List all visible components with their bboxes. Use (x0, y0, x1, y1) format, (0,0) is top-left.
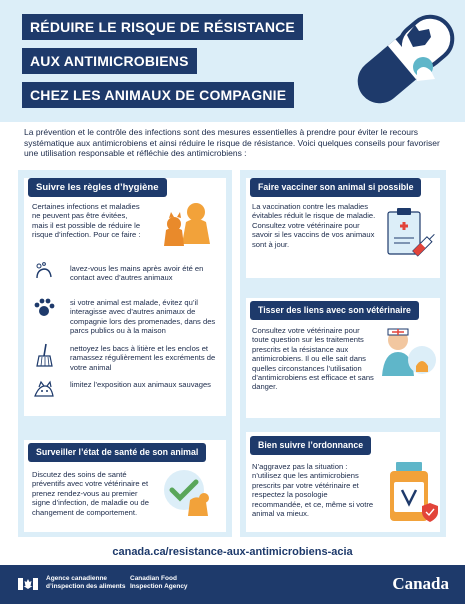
prescription-title: Bien suivre l’ordonnance (250, 436, 371, 455)
checkmark-dog-icon (160, 468, 214, 518)
prescription-text: N’aggravez pas la situation : n’utilisez que les antimicrobiens prescrits par votre vétérinaire et respectez la posologie recommandée, et ce, même si votre animal va mieux. (252, 462, 374, 519)
capsule-illustration-icon (345, 5, 465, 115)
hygiene-item-3: nettoyez les bacs à litière et les enclos et ramassez régulièrement les excréments de votre animal (70, 344, 216, 372)
cat-and-dog-icon (156, 200, 216, 254)
agency-name-fr: Agence canadienne d’inspection des aliments (46, 575, 126, 590)
paw-dog-icon (33, 298, 55, 318)
header-banner (0, 0, 465, 122)
clipboard-syringe-icon (384, 206, 436, 262)
intro-paragraph: La prévention et le contrôle des infections sont des mesures essentielles à prendre pour éviter le recours systématique aux antimicrobiens et ainsi réduire le risque de résistance. Voici quelques conseils pour favoriser une utilisation responsable et réfléchie des antimicrobiens : (24, 127, 440, 158)
hygiene-item-4: limitez l’exposition aux animaux sauvages (70, 380, 211, 389)
canada-wordmark: Canada (392, 574, 449, 593)
hygiene-item-2: si votre animal est malade, évitez qu’il interagisse avec d’autres animaux de compagnie lors des promenades, dans des parcs publics ou à la maison (70, 298, 216, 336)
hand-washing-icon (34, 262, 54, 280)
agency-name-en: Canadian Food Inspection Agency (130, 575, 188, 590)
hygiene-item-1: lavez-vous les mains après avoir été en contact avec d’autres animaux (70, 264, 204, 283)
broom-icon (36, 344, 54, 368)
title-line-1: RÉDUIRE LE RISQUE DE RÉSISTANCE (22, 14, 303, 40)
hygiene-intro: Certaines infections et maladies ne peuvent pas être évitées, mais il est possible de réduire le risque d’infection. Pour ce faire : (32, 202, 141, 240)
medicine-bottle-icon (386, 462, 438, 526)
hygiene-title: Suivre les règles d’hygiène (28, 178, 167, 197)
monitor-text: Discutez des soins de santé préventifs avec votre vétérinaire et prenez rendez-vous au premier signe d’infection, de maladie ou de changement de comportement. (32, 470, 149, 517)
vaccinate-text: La vaccination contre les maladies évitables réduit le risque de maladie. Consultez votre vétérinaire pour savoir si les vaccins de vos animaux sont à jour. (252, 202, 376, 249)
resource-link[interactable]: canada.ca/resistance-aux-antimicrobiens-acia (112, 546, 353, 558)
canada-flag-icon (18, 578, 38, 590)
footer-bar (0, 565, 465, 604)
title-line-2: AUX ANTIMICROBIENS (22, 48, 197, 74)
wild-animal-icon (33, 380, 55, 400)
vet-text: Consultez votre vétérinaire pour toute question sur les traitements prescrits et la résistance aux antimicrobiens. Il ou elle sait dans quelles circonstances l’utilisation d’antimicrobiens est efficace et sans danger. (252, 326, 374, 392)
vaccinate-title: Faire vacciner son animal si possible (250, 178, 421, 197)
vet-title: Tisser des liens avec son vétérinaire (250, 301, 419, 320)
title-line-3: CHEZ LES ANIMAUX DE COMPAGNIE (22, 82, 294, 108)
monitor-title: Surveiller l’état de santé de son animal (28, 443, 206, 462)
veterinarian-icon (382, 326, 438, 384)
